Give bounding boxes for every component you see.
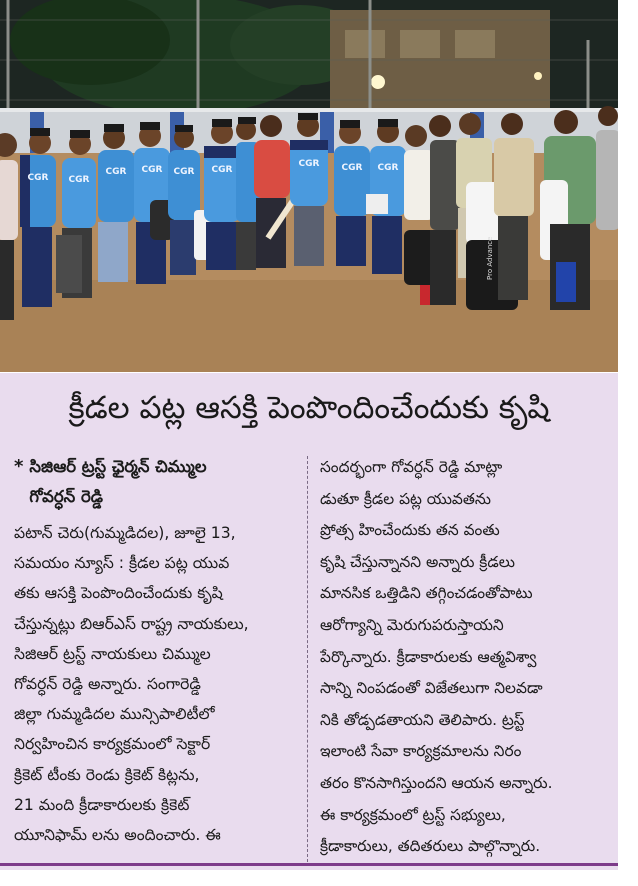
article-headline: క్రీడల పట్ల ఆసక్తి పెంపొందించేందుకు కృషి — [68, 389, 550, 426]
subhead-line: గోవర్ధన్ రెడ్డి — [29, 487, 103, 506]
body-line: నికి తోడ్పడతాయని తెలిపారు. ట్రస్ట్ — [320, 710, 525, 729]
subhead-line: సిజిఆర్ ట్రస్ట్ ఛైర్మన్ చిమ్ముల — [29, 457, 207, 476]
jersey-text: CGR — [105, 167, 127, 177]
body-line: ఇలాంటి సేవా కార్యక్రమాలను నిరం — [320, 742, 522, 761]
jersey-text: CGR — [211, 165, 233, 175]
body-line: ఈ కార్యక్రమంలో ట్రస్ట్ సభ్యులు, — [320, 805, 506, 824]
photo-illustration — [0, 0, 618, 372]
body-line: తకు ఆసక్తి పెంపొందించేందుకు కృషి — [14, 584, 223, 603]
jersey-text: CGR — [298, 159, 320, 169]
jersey-text: CGR — [377, 163, 399, 173]
body-line: ఆరోగ్యాన్ని మెరుగుపరుస్తాయని — [320, 615, 504, 634]
body-line: సాన్ని నింపడంతో విజేతలుగా నిలవడా — [320, 679, 543, 698]
body-line: పేర్కొన్నారు. క్రీడాకారులకు ఆత్మవిశ్వా — [320, 647, 537, 666]
jersey-text: CGR — [173, 167, 195, 177]
body-line: పటాన్ చెరు(గుమ్మడిదల), జూలై 13, — [14, 524, 236, 542]
article-body-right — [320, 452, 610, 863]
bag-brand-text: Pro Advance — [486, 236, 494, 280]
body-line: చేస్తున్నట్లు బిఆర్ఎస్ రాష్ట్ర నాయకులు, — [14, 614, 249, 633]
body-line: యూనిఫామ్ లను అందించారు. ఈ — [14, 826, 221, 845]
body-line: ప్రోత్స హించేందుకు తన వంతు — [320, 521, 500, 540]
body-line: డుతూ క్రీడల పట్ల యువతను — [320, 489, 491, 508]
body-line: కృషి చేస్తున్నానని అన్నారు క్రీడలు — [320, 552, 515, 571]
jersey-text: CGR — [27, 173, 49, 183]
bullet-marker: * — [14, 456, 24, 477]
body-line: మానసిక ఒత్తిడిని తగ్గించడంతోపాటు — [320, 584, 533, 603]
body-line: క్రీడాకారులు, తదితరులు పాల్గొన్నారు. — [320, 837, 541, 856]
body-line: సందర్భంగా గోవర్ధన్ రెడ్డి మాట్లా — [320, 458, 503, 476]
article-body-left — [14, 518, 296, 850]
body-line: 21 మంది క్రీడాకారులకు క్రికెట్ — [14, 795, 190, 814]
bottom-rule — [0, 863, 618, 866]
body-line: నిర్వహించిన కార్యక్రమంలో సెక్టార్ — [14, 735, 211, 754]
jersey-text: CGR — [68, 175, 90, 185]
body-line: తరం కొనసాగిస్తుందని ఆయన అన్నారు. — [320, 773, 553, 792]
body-line: సమయం న్యూస్ : క్రీడల పట్ల యువ — [14, 554, 230, 573]
article-column-right — [320, 452, 610, 863]
article-subheading — [14, 452, 296, 512]
body-line: క్రికెట్ టీంకు రెండు క్రికెట్ కిట్లను, — [14, 765, 200, 784]
jersey-text: CGR — [341, 163, 363, 173]
body-line: జిల్లా గుమ్మడిదల మున్సిపాలిటీలో — [14, 705, 215, 724]
article-column-left — [14, 452, 296, 850]
news-photo — [0, 0, 618, 372]
body-line: గోవర్ధన్ రెడ్డి అన్నారు. సంగారెడ్డి — [14, 675, 201, 694]
column-divider — [307, 456, 308, 862]
body-line: సిజిఆర్ ట్రస్ట్ నాయకులు చిమ్ముల — [14, 644, 211, 663]
jersey-text: CGR — [141, 165, 163, 175]
